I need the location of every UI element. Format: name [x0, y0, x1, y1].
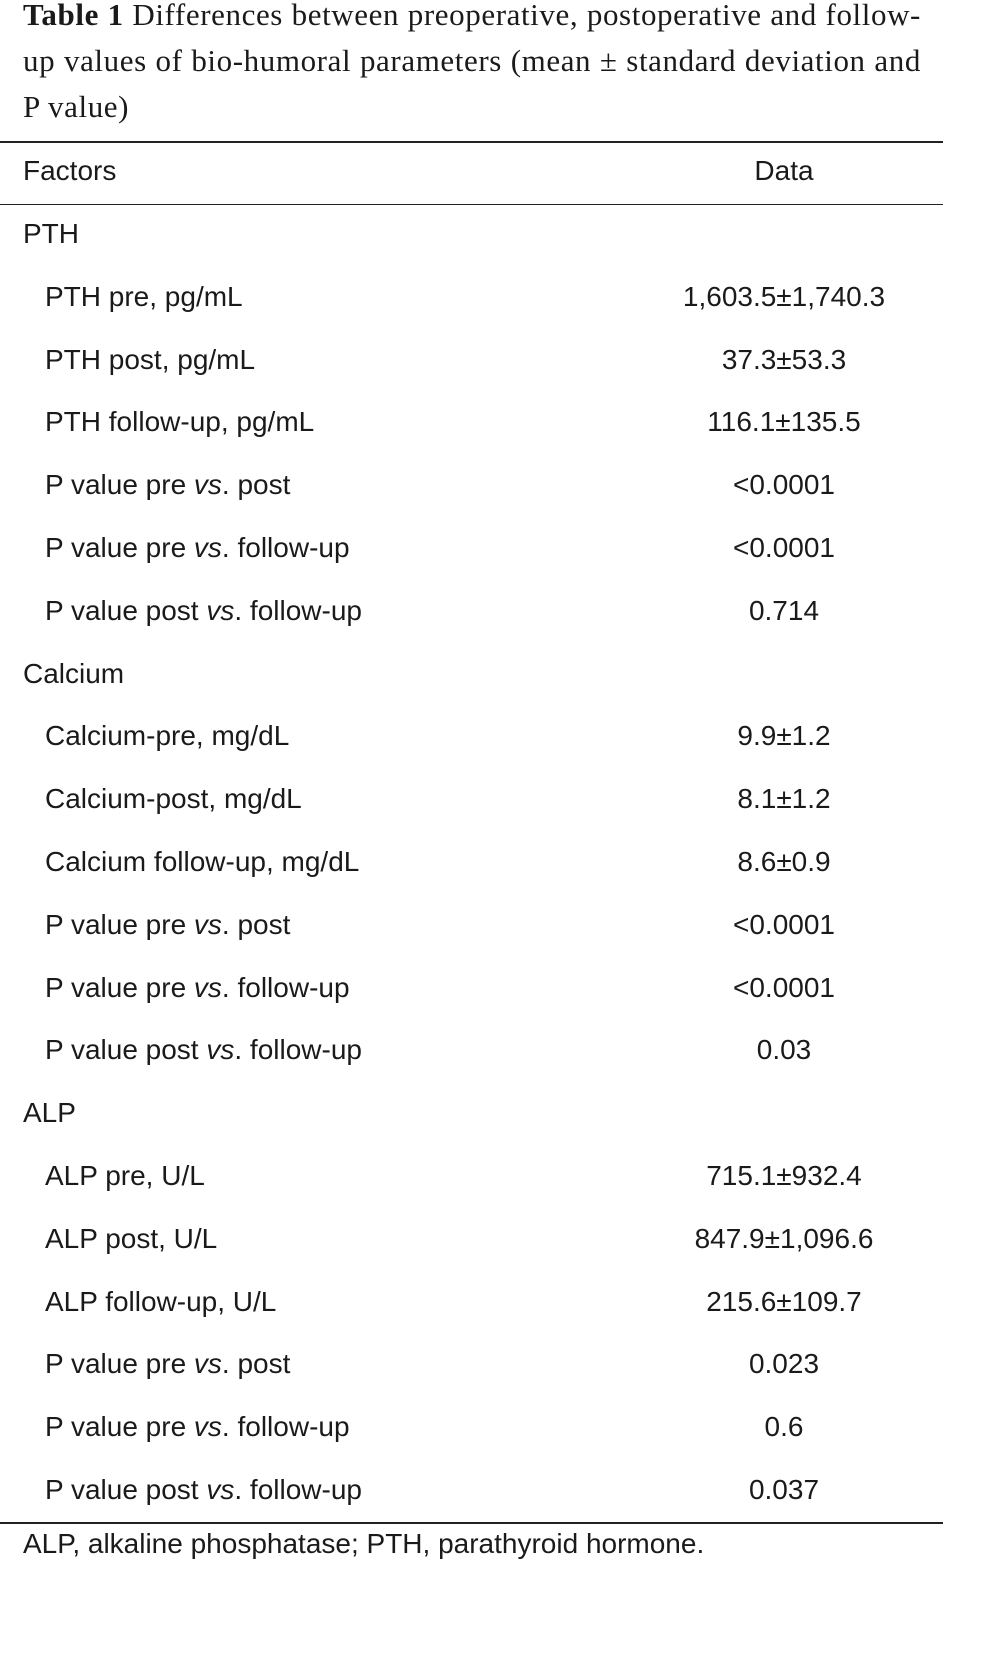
data-value: 0.03	[756, 1034, 812, 1066]
table-row	[0, 519, 943, 582]
factor-label-vs: vs	[193, 532, 222, 563]
factor-label-post: . follow-up	[221, 1411, 350, 1443]
factor-label-post: . follow-up	[234, 1034, 362, 1066]
factor-label-post: . post	[221, 469, 291, 501]
table-row	[0, 393, 943, 456]
table-row	[0, 456, 943, 519]
table-row	[0, 1461, 943, 1524]
factor-label-pre: P value post	[45, 594, 207, 626]
factor-label-pre: P value pre	[45, 971, 194, 1003]
table-row	[0, 331, 943, 394]
factor-label-pre: P value post	[45, 1474, 207, 1505]
data-value: 1,603.5±1,740.3	[682, 280, 886, 312]
table-row	[0, 1147, 943, 1210]
table-row	[0, 896, 943, 959]
factor-label-vs: vs	[193, 469, 222, 501]
table-row	[0, 770, 943, 833]
factor-label-pre: P value pre	[45, 908, 194, 940]
factor-label-post: . follow-up	[221, 532, 350, 563]
factor-label	[45, 972, 350, 1004]
data-value: 8.1±1.2	[737, 783, 831, 815]
data-value: 0.6	[764, 1411, 804, 1443]
factor-label: ALP follow-up, U/L	[45, 1285, 277, 1317]
factor-label-vs: vs	[193, 1411, 222, 1443]
table-row	[0, 1273, 943, 1336]
data-value: 9.9±1.2	[737, 720, 831, 752]
data-value: 715.1±932.4	[706, 1160, 862, 1191]
factor-label-vs: vs	[206, 1474, 235, 1505]
factor-label	[45, 469, 290, 501]
factor-label-post: . follow-up	[234, 594, 362, 626]
data-value: 847.9±1,096.6	[694, 1222, 874, 1254]
factor-label	[45, 532, 350, 564]
factor-label-vs: vs	[193, 1348, 222, 1380]
factor-label	[45, 1348, 290, 1380]
table-row	[0, 1210, 943, 1273]
data-value: <0.0001	[733, 469, 835, 501]
factor-label	[45, 909, 290, 941]
factor-label	[45, 1474, 362, 1506]
factor-label: PTH post, pg/mL	[45, 343, 256, 375]
factor-label-pre: P value pre	[45, 1411, 194, 1443]
data-value: 116.1±135.5	[707, 406, 861, 438]
table-caption	[23, 0, 921, 130]
factor-label: Calcium-pre, mg/dL	[45, 720, 290, 752]
data-value: 0.037	[748, 1474, 820, 1505]
header-row	[0, 142, 943, 205]
data-value: 0.023	[748, 1348, 820, 1380]
group-row	[0, 205, 943, 268]
data-value: 37.3±53.3	[721, 343, 847, 375]
table-label: Table 1	[23, 0, 124, 32]
factor-label-vs: vs	[206, 594, 235, 626]
group-row	[0, 645, 943, 708]
data-value: <0.0001	[733, 908, 835, 940]
header-factors: Factors	[23, 155, 117, 186]
data-value: 0.714	[748, 594, 820, 626]
factor-label: Calcium follow-up, mg/dL	[45, 846, 360, 877]
data-value: 215.6±109.7	[706, 1285, 862, 1317]
factor-label: PTH follow-up, pg/mL	[45, 406, 315, 438]
factor-label-pre: P value pre	[45, 469, 194, 501]
factor-label-post: . post	[221, 1348, 291, 1380]
factor-label: ALP post, U/L	[45, 1222, 218, 1254]
factor-label-vs: vs	[206, 1034, 235, 1066]
data-value: <0.0001	[733, 971, 835, 1003]
table-row	[0, 833, 943, 896]
factor-label: ALP pre, U/L	[45, 1160, 205, 1191]
group-label: PTH	[23, 218, 79, 249]
table-row	[0, 1335, 943, 1398]
header-data: Data	[754, 155, 814, 186]
factor-label-pre: P value post	[45, 1034, 207, 1066]
table-row	[0, 268, 943, 331]
data-value: 8.6±0.9	[737, 846, 831, 877]
table-row	[0, 707, 943, 770]
table-row	[0, 1398, 943, 1461]
factor-label	[45, 1411, 350, 1443]
factor-label: Calcium-post, mg/dL	[45, 783, 302, 815]
factor-label-post: . post	[221, 908, 291, 940]
factor-label	[45, 595, 362, 627]
table-row	[0, 959, 943, 1022]
factor-label-post: . follow-up	[221, 971, 350, 1003]
table-row	[0, 1021, 943, 1084]
group-label: ALP	[23, 1097, 76, 1129]
factor-label: PTH pre, pg/mL	[45, 280, 243, 312]
group-row	[0, 1084, 943, 1147]
table-row	[0, 582, 943, 645]
factor-label-vs: vs	[193, 971, 222, 1003]
factor-label-vs: vs	[193, 908, 222, 940]
data-value: <0.0001	[733, 532, 835, 563]
table-footnote: ALP, alkaline phosphatase; PTH, parathyroid hormone.	[23, 1528, 705, 1559]
factor-label-pre: P value pre	[45, 532, 194, 563]
table-title: Differences between preoperative, postoperative and follow-up values of bio-humoral parameters (mean ± standard deviation and P value)	[23, 0, 921, 124]
factor-label-pre: P value pre	[45, 1348, 194, 1380]
factor-label	[45, 1034, 362, 1066]
bottom-rule	[0, 1522, 943, 1524]
factor-label-post: . follow-up	[234, 1474, 362, 1505]
group-label: Calcium	[23, 657, 125, 689]
